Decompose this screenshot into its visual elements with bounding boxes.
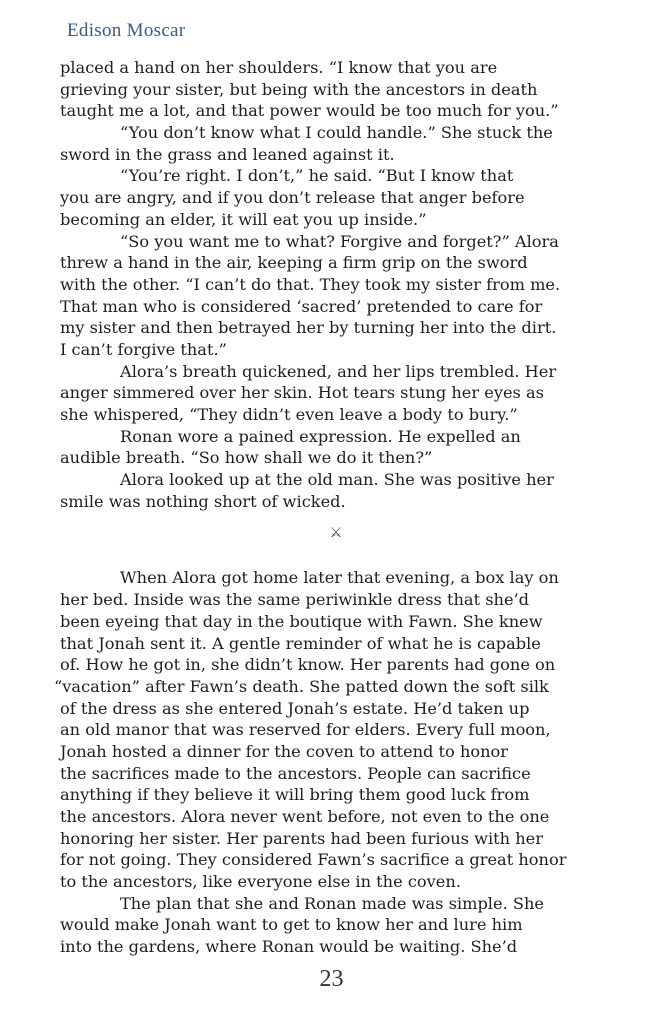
text-line: an old manor that was reserved for elders. Every full moon, [60,720,551,740]
text-line: “You don’t know what I could handle.” She stuck the [120,123,553,143]
text-line: audible breath. “So how shall we do it then?” [60,448,433,468]
text-line: of. How he got in, she didn’t know. Her parents had gone on [60,655,556,675]
text-line: been eyeing that day in the boutique with Fawn. She knew [60,611,543,631]
text-line: she whispered, “They didn’t even leave a body to bury.” [60,405,518,424]
text-line: placed a hand on her shoulders. “I know that you are [60,58,498,77]
text-line: sword in the grass and leaned against it. [60,144,395,164]
text-line: anger simmered over her skin. Hot tears stung her eyes as [60,383,544,403]
text-line: threw a hand in the air, keeping a firm grip on the sword [60,253,528,273]
text-line: Alora looked up at the old man. She was positive her [120,470,554,490]
text-line: Alora’s breath quickened, and her lips trembled. Her [120,361,557,381]
text-line: of the dress as she entered Jonah’s estate. He’d taken up [60,698,530,718]
text-line: for not going. They considered Fawn’s sacrifice a great honor [60,850,567,870]
page-body [54,57,612,958]
text-line: grieving your sister, but being with the ancestors in death [60,79,538,99]
text-line: Jonah hosted a dinner for the coven to attend to honor [60,741,509,761]
text-block-after-break [54,567,612,957]
text-line: smile was nothing short of wicked. [60,491,346,511]
text-line: The plan that she and Ronan made was simple. She [120,893,544,913]
running-header-author: Edison Moscar [67,20,186,41]
text-line: “vacation” after Fawn’s death. She patted down the soft silk [54,676,549,696]
text-line: That man who is considered ‘sacred’ pretended to care for [60,296,543,316]
text-line: to the ancestors, like everyone else in the coven. [60,872,461,892]
text-line: taught me a lot, and that power would be too much for you.” [60,101,559,121]
section-break-icon: ⚔ [329,525,343,542]
text-block-before-break [60,57,612,512]
text-line: into the gardens, where Ronan would be waiting. She’d [60,937,518,957]
section-gap [60,555,612,567]
text-line: “You’re right. I don’t,” he said. “But I know that [120,166,514,186]
text-line: When Alora got home later that evening, a box lay on [120,568,559,588]
page-number: 23 [319,966,344,992]
text-line: that Jonah sent it. A gentle reminder of what he is capable [60,633,541,653]
text-line: “So you want me to what? Forgive and forget?” Alora [120,231,559,251]
text-line: the sacrifices made to the ancestors. People can sacrifice [60,763,531,783]
text-line: the ancestors. Alora never went before, not even to the one [60,807,550,826]
text-line: Ronan wore a pained expression. He expelled an [120,426,521,446]
text-line: becoming an elder, it will eat you up inside.” [60,209,427,229]
text-line: anything if they believe it will bring them good luck from [60,785,530,805]
text-line: you are angry, and if you don’t release that anger before [60,188,525,208]
text-line: would make Jonah want to get to know her and lure him [60,915,523,935]
text-line: with the other. “I can’t do that. They took my sister from me. [60,274,561,294]
text-line: honoring her sister. Her parents had been furious with her [60,828,543,848]
text-line: her bed. Inside was the same periwinkle dress that she’d [60,590,530,610]
text-line: my sister and then betrayed her by turning her into the dirt. [60,318,557,338]
text-line: I can’t forgive that.” [60,339,227,359]
